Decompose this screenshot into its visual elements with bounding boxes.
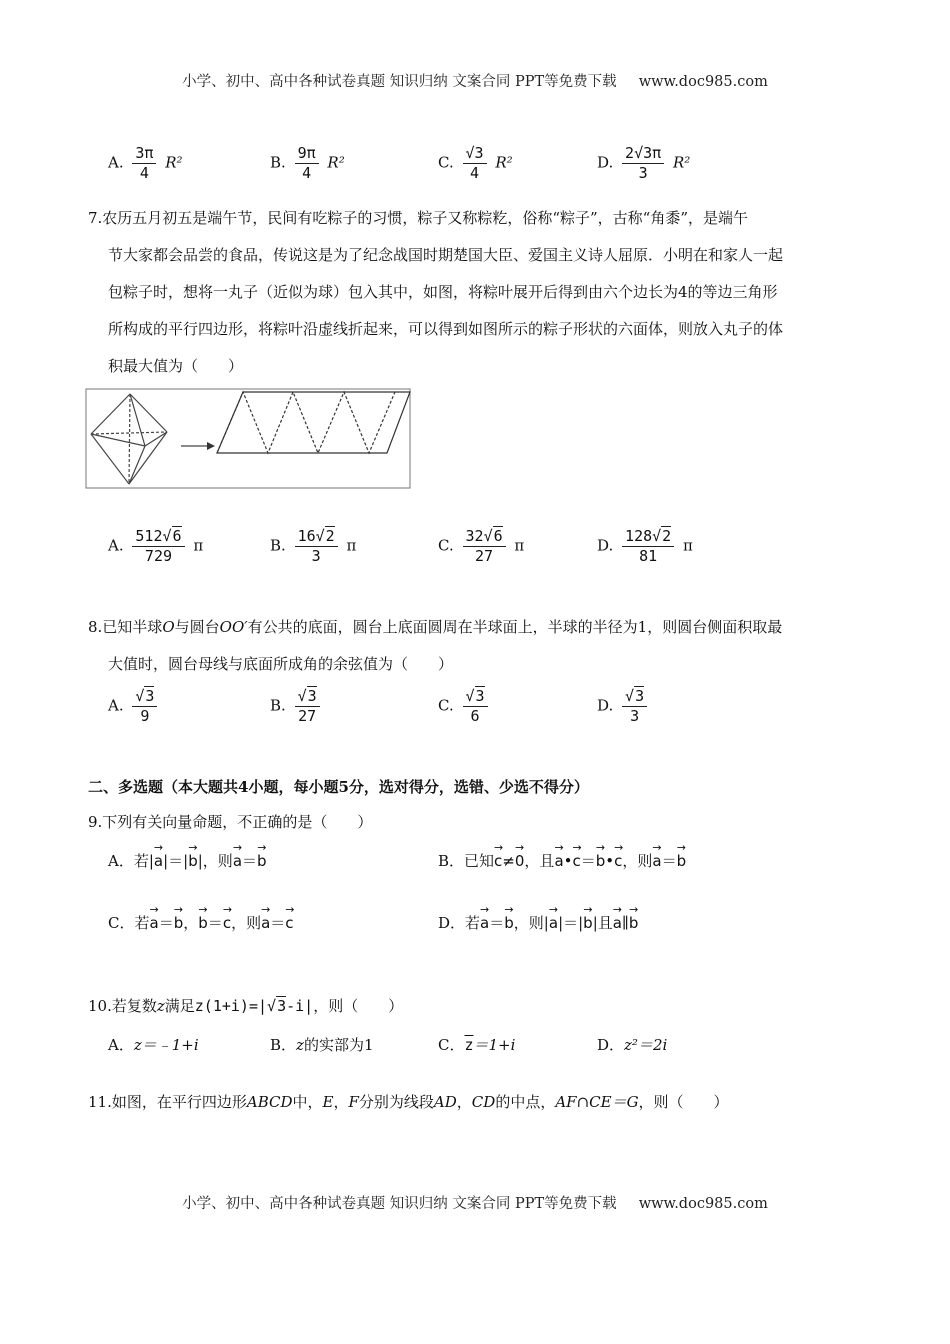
q8-option-d[interactable] (597, 688, 651, 725)
footer-text: 小学、初中、高中各种试卷真题 知识归纳 文案合同 PPT等免费下载 (182, 1196, 617, 1212)
option-label: D. (597, 153, 614, 172)
fraction: $\frac{√3}{3}$ (622, 688, 647, 725)
q7-option-b[interactable] (270, 528, 356, 565)
suffix: π (193, 536, 204, 555)
fraction: $\frac{128√2}{81}$ (622, 528, 674, 565)
fraction: $\frac{32√6}{27}$ (463, 528, 506, 565)
q6-option-a[interactable] (108, 145, 183, 182)
option-label: C. (438, 153, 454, 172)
fraction: $\frac{16√2}{3}$ (295, 528, 338, 565)
q8-option-c[interactable] (438, 688, 492, 725)
q7-stem-line-1: 7.农历五月初五是端午节，民间有吃粽子的习惯，粽子又称粽籺，俗称“粽子”，古称“角黍”，是端午 (88, 209, 748, 227)
option-label: A. (108, 696, 124, 715)
option-label: C. (438, 696, 454, 715)
zongzi-figure (85, 388, 415, 490)
header-text: 小学、初中、高中各种试卷真题 知识归纳 文案合同 PPT等免费下载 (182, 74, 617, 90)
suffix: π (682, 536, 693, 555)
q10-stem: 10.若复数z满足z(1+i)=|√3-i|，则（ ） (88, 997, 404, 1015)
q9-option-d[interactable]: D．若→ a＝→ b，则|→ a|＝|→ b|且→ a∥→ b (438, 912, 638, 933)
fraction: $\frac{9\pi}{4}$ (295, 145, 319, 182)
option-label: B. (270, 696, 286, 715)
q8-option-b[interactable] (270, 688, 324, 725)
parallelogram-net (217, 392, 410, 453)
fraction: $\frac{2√3\pi}{3}$ (622, 145, 664, 182)
q7-stem-line-4: 所构成的平行四边形，将粽叶沿虚线折起来，可以得到如图所示的粽子形状的六面体，则放入丸子的体 (108, 320, 784, 338)
arrow-icon (181, 442, 215, 450)
fraction: $\frac{3\pi}{4}$ (132, 145, 156, 182)
q9-option-b[interactable]: B．已知→ c≠→ 0，且→ a•→ c＝→ b•→ c，则→ a＝→ b (438, 850, 686, 871)
q6-option-c[interactable] (438, 145, 513, 182)
suffix: R² (672, 153, 691, 172)
fraction: $\frac{√3}{6}$ (463, 688, 488, 725)
q9-option-c[interactable]: C．若→ a＝→ b，→ b＝→ c，则→ a＝→ c (108, 912, 294, 933)
footer-url[interactable]: www.doc985.com (638, 1196, 768, 1212)
suffix: π (346, 536, 357, 555)
header-url[interactable]: www.doc985.com (638, 74, 768, 90)
hexahedron-drawing (91, 394, 167, 484)
fraction: $\frac{√3}{9}$ (132, 688, 157, 725)
q10-option-c[interactable]: C．$\overline{z}=1+i$ (438, 1036, 516, 1054)
q6-option-b[interactable] (270, 145, 345, 182)
q11-stem: 11.如图，在平行四边形ABCD中，E，F分别为线段AD，CD的中点，AF∩CE＝G，则（ ） (88, 1093, 729, 1111)
option-label: D. (597, 536, 614, 555)
figure-frame (86, 389, 410, 488)
page-header (0, 70, 950, 91)
suffix: R² (165, 153, 183, 172)
q7-stem-line-2: 节大家都会品尝的食品，传说这是为了纪念战国时期楚国大臣、爱国主义诗人屈原．小明在和家人一起 (108, 246, 784, 264)
q9-option-a[interactable]: A．若|→ a|＝|→ b|，则→ a＝→ b (108, 850, 267, 871)
suffix: R² (327, 153, 345, 172)
q6-option-d[interactable] (597, 145, 690, 182)
q8-stem-line-2: 大值时，圆台母线与底面所成角的余弦值为（ ） (108, 655, 454, 673)
option-label: A. (108, 153, 124, 172)
option-label: B. (270, 153, 286, 172)
q7-option-a[interactable] (108, 528, 203, 565)
q7-option-d[interactable] (597, 528, 693, 565)
option-label: B. (270, 536, 286, 555)
option-label: A. (108, 536, 124, 555)
q7-option-c[interactable] (438, 528, 524, 565)
page-footer (0, 1192, 950, 1213)
fraction: $\frac{√3}{27}$ (295, 688, 320, 725)
suffix: π (514, 536, 525, 555)
suffix: R² (495, 153, 513, 172)
q9-stem: 9.下列有关向量命题，不正确的是（ ） (88, 813, 373, 831)
option-label: D. (597, 696, 614, 715)
q10-option-a[interactable]: A．z＝﹣1+i (108, 1036, 199, 1054)
fraction: $\frac{√3}{4}$ (463, 145, 487, 182)
q7-stem-line-3: 包粽子时，想将一丸子（近似为球）包入其中，如图，将粽叶展开后得到由六个边长为4的等边三角形 (108, 283, 778, 301)
q8-stem-line-1: 8.已知半球O与圆台OO′有公共的底面，圆台上底面圆周在半球面上，半球的半径为1，则圆台侧面积取最 (88, 618, 783, 636)
fraction: $\frac{512√6}{729}$ (132, 528, 184, 565)
q8-option-a[interactable] (108, 688, 161, 725)
section-2-title: 二、多选题（本大题共4小题，每小题5分，选对得分，选错、少选不得分） (88, 778, 589, 796)
q10-option-b[interactable]: B．z的实部为1 (270, 1036, 374, 1054)
q7-stem-line-5: 积最大值为（ ） (108, 357, 244, 375)
q10-option-d[interactable]: D．z²＝2i (597, 1036, 668, 1054)
option-label: C. (438, 536, 454, 555)
